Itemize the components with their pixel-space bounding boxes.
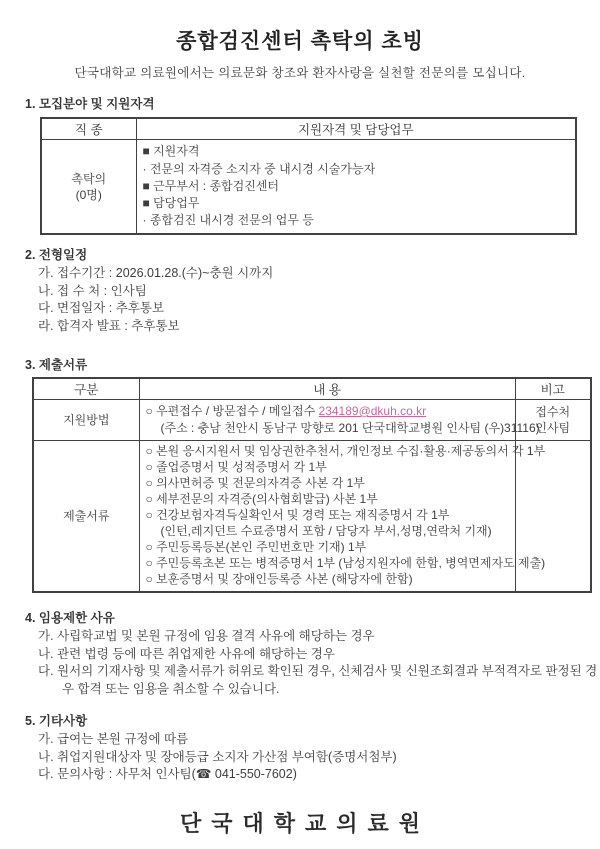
- document-item: ○ 본원 응시지원서 및 임상권한추천서, 개인정보 수집·활용·제공동의서 각 1부: [145, 444, 546, 459]
- list-item: 가. 급여는 본원 규정에 따름: [38, 732, 189, 747]
- list-item: 가. 접수기간 : 2026.01.28.(수)~충원 시까지: [38, 266, 274, 280]
- apply-method-cell: 지원방법: [33, 400, 139, 441]
- document-item: ○ 건강보험자격득실확인서 및 경력 또는 재직증명서 각 1부: [145, 508, 450, 523]
- detail-line: ■ 지원자격: [142, 144, 200, 159]
- section-5-heading: 5. 기타사항: [25, 714, 88, 729]
- list-item: 나. 취업지원대상자 및 장애등급 소지자 가산점 부여함(증명서첨부): [38, 749, 397, 764]
- email-link[interactable]: 234189@dkuh.co.kr: [318, 404, 427, 418]
- job-detail-cell: [136, 140, 576, 235]
- apply-line-text: ○ 우편접수 / 방문접수 / 메일접수: [145, 404, 319, 418]
- list-item: 다. 원서의 기재사항 및 제출서류가 허위로 확인된 경우, 신체검사 및 신원조회결과 부적격자로 판정된 경우 합격 또는 임용을 취소할 수 있습니다.: [38, 664, 598, 696]
- detail-line: ■ 근무부서 : 종합검진센터: [142, 178, 280, 193]
- note-line: 접수처: [535, 405, 571, 420]
- section-1-heading: 1. 모집분야 및 지원자격: [25, 97, 155, 111]
- list-item: 다. 면접일자 : 추후통보: [38, 301, 165, 315]
- documents-table: [32, 377, 592, 593]
- table-row: [33, 400, 591, 441]
- restriction-list: [38, 628, 600, 698]
- detail-line: · 종합검진 내시경 전문의 업무 등: [142, 213, 314, 228]
- documents-content-cell: [139, 441, 546, 593]
- section-3-heading: 3. 제출서류: [25, 358, 88, 372]
- apply-method-content-cell: [139, 400, 540, 441]
- document-item: ○ 주민등록초본 또는 병적증명서 1부 (남성지원자에 한함, 병역면제자도 제출): [145, 556, 546, 571]
- list-item: 가. 사립학교법 및 본원 규정에 임용 결격 사유에 해당하는 경우: [38, 629, 375, 644]
- apply-line: [146, 403, 509, 420]
- document-item: ○ 세부전문의 자격증(의사협회발급) 사본 1부: [145, 492, 378, 507]
- recruitment-table: [40, 117, 577, 235]
- list-item: 다. 문의사항 : 사무처 인사팀(☎ 041-550-7602): [38, 767, 297, 782]
- note-line: 인사팀: [535, 421, 571, 436]
- document-item: ○ 의사면허증 및 전문의자격증 사본 각 1부: [145, 476, 365, 491]
- document-item: ○ 주민등록등본(본인 주민번호만 기재) 1부: [145, 540, 367, 555]
- misc-list: [38, 731, 600, 784]
- document-item: ○ 보훈증명서 및 장애인등록증 사본 (해당자에 한함): [145, 572, 413, 587]
- section-2-heading: 2. 전형일정: [25, 248, 88, 262]
- document-item-continuation: (인턴,레지던트 수료증명서 포함 / 담당자 부서,성명,연락처 기재): [160, 524, 492, 539]
- page-title: 종합검진센터 촉탁의 초빙: [176, 30, 424, 53]
- organization-name: 단국대학교의료원: [179, 810, 431, 836]
- list-item: 라. 합격자 발표 : 추후통보: [38, 318, 180, 333]
- detail-line: · 전문의 자격증 소지자 중 내시경 시술가능자: [142, 161, 376, 176]
- detail-line: ■ 담당업무: [142, 196, 200, 211]
- table-row: [41, 140, 576, 235]
- documents-table-header-row: [33, 378, 591, 400]
- document-item: ○ 졸업증명서 및 성적증명서 각 1부: [145, 460, 327, 475]
- list-item: 나. 접 수 처 : 인사팀: [38, 283, 147, 298]
- address-line: (주소 : 충남 천안시 동남구 망향로 201 단국대학교병원 인사팀 (우)31116): [160, 421, 540, 436]
- table-row: [33, 441, 591, 593]
- job-count: (0명): [75, 187, 102, 202]
- documents-cell: 제출서류: [33, 441, 139, 593]
- job-name: 촉탁의: [71, 171, 107, 186]
- column-header-content: 내 용: [139, 378, 515, 400]
- column-header-category: 구분: [33, 378, 139, 400]
- job-title-cell: [41, 140, 136, 235]
- schedule-list: [38, 265, 600, 335]
- column-header-qualification: 지원자격 및 담당업무: [136, 118, 576, 140]
- intro-text: 단국대학교 의료원에서는 의료문화 창조와 환자사랑을 실천할 전문의를 모십니다.: [74, 66, 526, 80]
- section-4-heading: 4. 임용제한 사유: [25, 611, 115, 626]
- column-header-job: 직 종: [41, 118, 136, 140]
- list-item: 나. 관련 법령 등에 따른 취업제한 사유에 해당하는 경우: [38, 646, 335, 661]
- recruitment-table-header-row: [41, 118, 576, 140]
- column-header-note: 비고: [515, 378, 591, 400]
